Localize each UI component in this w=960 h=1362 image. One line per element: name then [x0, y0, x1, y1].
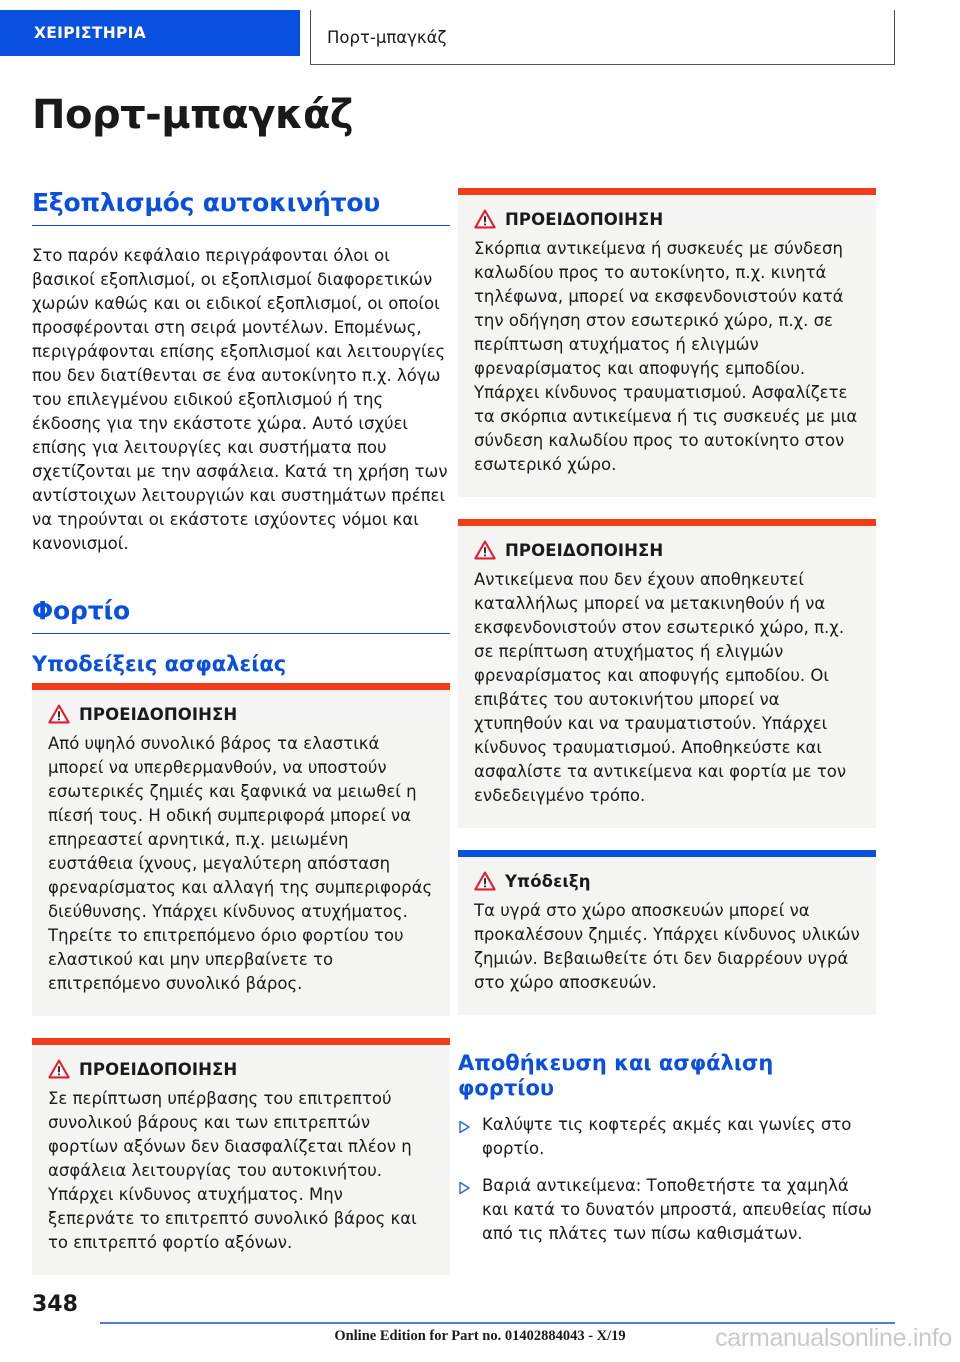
warning-accent-bar: [458, 188, 876, 195]
header-section-tab: [0, 10, 300, 56]
warning-title: ΠΡΟΕΙΔΟΠΟΙΗΣΗ: [79, 1059, 238, 1079]
warning-body: Σε περίπτωση υπέρβασης του επιτρεπτού συνολικού βάρους και των επιτρεπτών φορτίων αξόνων δεν διασφαλίζεται πλέον η ασφάλεια λειτουργίας του αυτοκινήτου. Υπάρχει κίνδυνος ατυχήματος. Μην ξεπερνάτε το επιτρεπτό συνολικό βάρος και το επιτρεπτό φορτίο αξόνων.: [48, 1089, 417, 1253]
list-item-text: Βαριά αντικείμενα: Τοποθετήστε τα χαμηλά και κατά το δυνατόν μπροστά, απευθείας πίσω από τις πλάτες των πίσω καθισμάτων.: [482, 1176, 872, 1244]
page-header: [0, 10, 960, 66]
note-content: [458, 857, 876, 1015]
note-body: Τα υγρά στο χώρο αποσκευών μπορεί να προκαλέσουν ζημιές. Υπάρχει κίνδυνος υλικών ζημιών. Βεβαιωθείτε ότι δεν διαρρέουν υγρά στο χώρο αποσκευών.: [474, 901, 860, 992]
warning-box: [458, 519, 876, 828]
warning-title: ΠΡΟΕΙΔΟΠΟΙΗΣΗ: [505, 209, 664, 229]
warning-box: [32, 683, 450, 1016]
note-title: Υπόδειξη: [505, 871, 591, 891]
warning-title: ΠΡΟΕΙΔΟΠΟΙΗΣΗ: [505, 540, 664, 560]
warning-accent-bar: [32, 683, 450, 690]
page-title: Πορτ-μπαγκάζ: [32, 92, 354, 138]
note-header: [474, 871, 860, 891]
heading-rule: [32, 225, 450, 227]
list-item-text: Καλύψτε τις κοφτερές ακμές και γωνίες στο φορτίο.: [482, 1115, 852, 1159]
header-section-label: ΧΕΙΡΙΣΤΗΡΙΑ: [34, 24, 146, 42]
warning-header: [474, 209, 860, 229]
heading-rule: [32, 633, 450, 635]
warning-body: Αντικείμενα που δεν έχουν αποθηκευτεί καταλλήλως μπορεί να μετακινηθούν ή να εκσφενδονιστούν στον εσωτερικό χώρο, π.χ. σε περίπτωση ατυχήματος ή ελιγμών φρεναρίσματος και αποφυγής εμποδίου. Οι επιβάτες του αυτοκινήτου μπορεί να χτυπηθούν και να τραυματιστούν. Υπάρχει κίνδυνος τραυματισμού. Αποθηκεύστε και ασφαλίστε τα αντικείμενα και φορτία με τον ενδεδειγμένο τρόπο.: [474, 570, 847, 805]
breadcrumb: [310, 10, 895, 65]
warning-header: [474, 540, 860, 560]
note-accent-bar: [458, 850, 876, 857]
triangle-bullet-icon: [458, 1115, 471, 1139]
section-heading-load: Φορτίο: [32, 596, 130, 626]
list-item: [458, 1174, 876, 1246]
spacer: [458, 1037, 876, 1051]
warning-body: Σκόρπια αντικείμενα ή συσκευές με σύνδεση καλωδίου προς το αυτοκίνητο, π.χ. κινητά τηλέφωνα, μπορεί να εκσφενδονιστούν κατά την οδήγηση στον εσωτερικό χώρο, π.χ. σε περίπτωση ατυχήματος ή ελιγμών φρεναρίσματος και αποφυγής εμποδίου. Υπάρχει κίνδυνος τραυματισμού. Ασφαλίζετε τα σκόρπια αντικείμενα ή τις συσκευές με μια σύνδεση καλωδίου προς το αυτοκίνητο στον εσωτερικό χώρο.: [474, 239, 858, 474]
warning-header: [48, 704, 434, 724]
left-column: [32, 188, 450, 1297]
triangle-bullet-icon: [458, 1176, 471, 1200]
instruction-list: [458, 1113, 876, 1246]
watermark: carmanualsonline.info: [715, 1324, 952, 1352]
page-number: 348: [32, 1292, 78, 1317]
warning-triangle-icon: [474, 209, 496, 229]
page-footer: [0, 1292, 960, 1362]
warning-content: [32, 690, 450, 1016]
warning-content: [32, 1045, 450, 1275]
warning-body: Από υψηλό συνολικό βάρος τα ελαστικά μπορεί να υπερθερμανθούν, να υποστούν εσωτερικές ζημιές και ξαφνικά να μειωθεί η πίεσή τους. Η οδική συμπεριφορά μπορεί να επηρεαστεί αρνητικά, π.χ. μειωμένη ευστάθεια ίχνους, μεγαλύτερη απόσταση φρεναρίσματος και αλλαγή της συμπεριφοράς διεύθυνσης. Υπάρχει κίνδυνος ατυχήματος. Τηρείτε το επιτρεπόμενο όριο φορτίου του ελαστικού και μην υπερβαίνετε το επιτρεπόμενο συνολικό βάρος.: [48, 734, 433, 994]
list-item: [458, 1113, 876, 1161]
warning-header: [48, 1059, 434, 1079]
warning-content: [458, 195, 876, 497]
section-heading-equipment: Εξοπλισμός αυτοκινήτου: [32, 188, 381, 217]
note-box: [458, 850, 876, 1015]
warning-content: [458, 526, 876, 828]
warning-triangle-icon: [474, 871, 496, 891]
warning-box: [458, 188, 876, 497]
warning-accent-bar: [458, 519, 876, 526]
subheading-storage-securing: Αποθήκευση και ασφάλιση φορτίου: [458, 1051, 774, 1101]
warning-triangle-icon: [48, 704, 70, 724]
right-column: [458, 188, 876, 1259]
breadcrumb-label: Πορτ-μπαγκάζ: [327, 27, 447, 47]
spacer: [32, 556, 450, 596]
warning-accent-bar: [32, 1038, 450, 1045]
warning-title: ΠΡΟΕΙΔΟΠΟΙΗΣΗ: [79, 704, 238, 724]
warning-triangle-icon: [48, 1059, 70, 1079]
intro-paragraph: Στο παρόν κεφάλαιο περιγράφονται όλοι οι βασικοί εξοπλισμοί, οι εξοπλισμοί διαφορετικών χωρών καθώς και οι ειδικοί εξοπλισμοί, οι οποίοι προσφέρονται στη σειρά μοντέλων. Επομένως, περιγράφονται επίσης εξοπλισμοί και λειτουργίες που δεν διατίθενται σε ένα αυτοκίνητο π.χ. λόγω του επιλεγμένου ειδικού εξοπλισμού ή της έκδοσης για την εκάστοτε χώρα. Αυτό ισχύει επίσης για λειτουργίες και συστήματα που σχετίζονται με την ασφάλεια. Κατά τη χρήση των αντίστοιχων λειτουργιών και συστημάτων πρέπει να τηρούνται οι εκάστοτε ισχύοντες νόμοι και κανονισμοί.: [32, 246, 448, 554]
subheading-safety-notes: Υποδείξεις ασφαλείας: [32, 652, 287, 677]
warning-triangle-icon: [474, 540, 496, 560]
warning-box: [32, 1038, 450, 1275]
edition-note: Online Edition for Part no. 01402884043 - X/19: [334, 1328, 626, 1344]
